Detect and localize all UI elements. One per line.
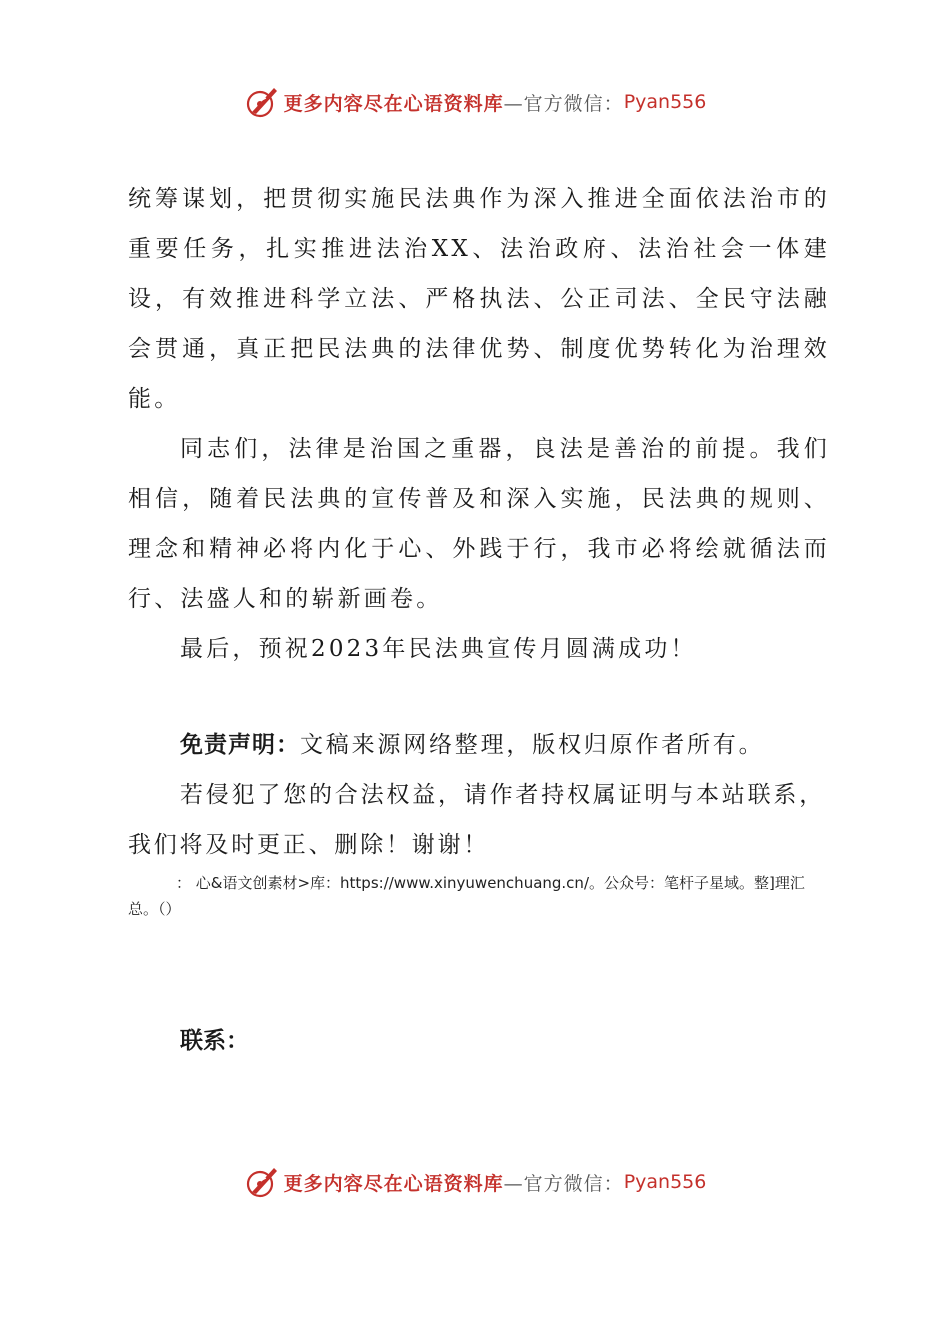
disclaimer-block bbox=[128, 720, 830, 870]
disclaimer-line-1 bbox=[128, 720, 830, 770]
quill-pen-logo-icon bbox=[244, 1164, 280, 1200]
footer-brand-wechat-id: Pyan556 bbox=[623, 1171, 707, 1193]
source-note bbox=[128, 870, 838, 922]
disclaimer-text-1: 文稿来源网络整理，版权归原作者所有。 bbox=[300, 732, 765, 758]
disclaimer-line-2: 若侵犯了您的合法权益，请作者持权属证明与本站联系，我们将及时更正、删除！谢谢！ bbox=[128, 782, 825, 858]
header-brand bbox=[244, 84, 707, 120]
body-paragraph-1: 统筹谋划，把贯彻实施民法典作为深入推进全面依法治市的重要任务，扎实推进法治XX、法治政府、法治社会一体建设，有效推进科学立法、严格执法、公正司法、全民守法融会贯通，真正把民法典的法律优势、制度优势转化为治理效能。 bbox=[128, 186, 830, 412]
footer-brand-name: 更多内容尽在心语资料库 bbox=[283, 1172, 504, 1195]
body-paragraph-2: 同志们，法律是治国之重器，良法是善治的前提。我们相信，随着民法典的宣传普及和深入实施，民法典的规则、理念和精神必将内化于心、外践于行，我市必将绘就循法而行、法盛人和的崭新画卷。 bbox=[128, 436, 830, 612]
header-brand-name: 更多内容尽在心语资料库 bbox=[283, 92, 504, 115]
source-note-line-1: ： 心&语文创素材>库：https://www.xinyuwenchuang.cn/。公众号：笔杆子星域。整]理汇 bbox=[176, 874, 805, 892]
quill-pen-logo-icon bbox=[244, 84, 280, 120]
header-brand-wechat-id: Pyan556 bbox=[623, 91, 707, 113]
page-footer bbox=[0, 1162, 950, 1202]
main-body-text bbox=[128, 174, 830, 674]
source-note-line-2: 总。（） bbox=[128, 900, 181, 918]
header-brand-wechat-label: —官方微信： bbox=[503, 92, 624, 115]
body-paragraph-3: 最后，预祝2023年民法典宣传月圆满成功！ bbox=[180, 636, 697, 662]
contact-label: 联系： bbox=[180, 1028, 249, 1054]
footer-brand-wechat-label: —官方微信： bbox=[503, 1172, 624, 1195]
disclaimer-label: 免责声明： bbox=[180, 732, 300, 758]
page-header bbox=[0, 82, 950, 122]
footer-brand bbox=[244, 1164, 707, 1200]
